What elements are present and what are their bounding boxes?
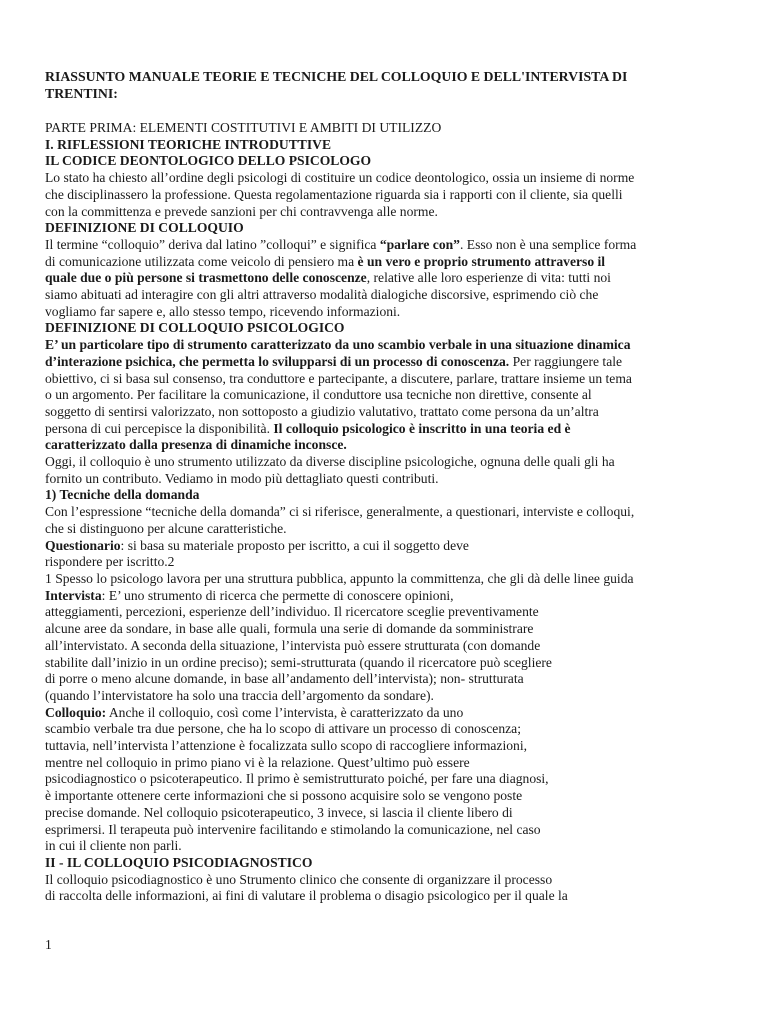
paragraph-line: o un argomento. Per facilitare la comunicazione, il conduttore usa tecniche non direttive, consente al: [45, 387, 592, 403]
bold-run: è un vero e proprio strumento attraverso il: [357, 253, 606, 269]
paragraph-line: esprimersi. Il terapeuta può intervenire facilitando e stimolando la comunicazione, nel caso: [45, 821, 541, 837]
paragraph-line: [45, 354, 735, 371]
part-heading: PARTE PRIMA: ELEMENTI COSTITUTIVI E AMBITI DI UTILIZZO: [45, 120, 442, 135]
paragraph-line: psicodiagnostico o psicoterapeutico. Il primo è semistrutturato poiché, per fare una diagnosi,: [45, 771, 549, 787]
paragraph-line: Lo stato ha chiesto all’ordine degli psicologi di costituire un codice deontologico, ossia un insieme di norme: [45, 170, 635, 186]
subsection-heading: DEFINIZIONE DI COLLOQUIO PSICOLOGICO: [45, 320, 345, 336]
paragraph-line: di porre o meno alcune domande, in base all’andamento dell’intervista); non- strutturata: [45, 671, 524, 687]
paragraph-line: [45, 705, 735, 722]
paragraph-line: rispondere per iscritto.2: [45, 554, 175, 570]
footnote: 1 Spesso lo psicologo lavora per una struttura pubblica, appunto la committenza, che gli dà delle linee guida: [45, 570, 634, 586]
text-run: , relative alle loro esperienze di vita: tutti noi: [366, 270, 611, 286]
paragraph-line: fornito un contributo. Vediamo in modo più dettagliato questi contributi.: [45, 470, 439, 486]
spacer: [45, 102, 735, 120]
text-run: . Esso non è una semplice forma: [459, 236, 637, 252]
text-run: Il termine “colloquio” deriva dal latino ”colloqui” e significa: [45, 236, 380, 252]
paragraph-line: [45, 588, 735, 605]
text-run: : E’ uno strumento di ricerca che permette di conoscere opinioni,: [101, 587, 454, 603]
paragraph-line: (quando l’intervistatore ha solo una traccia dell’argomento da sondare).: [45, 687, 434, 703]
paragraph-line: [45, 421, 735, 438]
paragraph-line: alcune aree da sondare, in base alle quali, formula una serie di domande da somministrare: [45, 621, 534, 637]
title-line: TRENTINI:: [45, 86, 118, 101]
paragraph-line: atteggiamenti, percezioni, esperienze dell’individuo. Il ricercatore sceglie preventivamente: [45, 604, 539, 620]
paragraph-line: all’intervistato. A seconda della situazione, l’intervista può essere strutturata (con domande: [45, 637, 541, 653]
term-label: Colloquio:: [45, 704, 107, 720]
subsection-heading: DEFINIZIONE DI COLLOQUIO: [45, 220, 244, 236]
paragraph-line: Il colloquio psicodiagnostico è uno Strumento clinico che consente di organizzare il processo: [45, 871, 553, 887]
paragraph-line: che si distinguono per alcune caratteristiche.: [45, 520, 287, 536]
paragraph-line: Con l’espressione “tecniche della domanda” ci si riferisce, generalmente, a questionari, interviste e colloqui,: [45, 504, 635, 520]
paragraph-line: con la committenza e prevede sanzioni per chi contravvenga alle norme.: [45, 203, 438, 219]
paragraph-line: mentre nel colloquio in primo piano vi è la relazione. Quest’ultimo può essere: [45, 754, 470, 770]
paragraph-line: Oggi, il colloquio è uno strumento utilizzato da diverse discipline psicologiche, ognuna delle quali gli ha: [45, 454, 615, 470]
page-number: 1: [45, 937, 52, 952]
document-title: [45, 68, 735, 102]
paragraph-line: di raccolta delle informazioni, ai fini di valutare il problema o disagio psicologico per il quale la: [45, 888, 568, 904]
subsection-heading: IL CODICE DEONTOLOGICO DELLO PSICOLOGO: [45, 153, 372, 169]
paragraph-line: E’ un particolare tipo di strumento caratterizzato da uno scambio verbale in una situazione dinamica: [45, 337, 631, 353]
text-run: : si basa su materiale proposto per iscritto, a cui il soggetto deve: [120, 537, 469, 553]
paragraph-line: in cui il cliente non parli.: [45, 838, 182, 854]
term-label: Intervista: [45, 587, 102, 603]
subsection-heading: 1) Tecniche della domanda: [45, 487, 200, 503]
paragraph-line: tuttavia, nell’intervista l’attenzione è focalizzata sullo scopo di raccogliere informazioni,: [45, 738, 528, 754]
text-run: di comunicazione utilizzata come veicolo di pensiero ma: [45, 253, 358, 269]
bold-run: Il colloquio psicologico è inscritto in una teoria ed è: [273, 420, 571, 436]
bold-run: quale due o più persone si trasmettono delle conoscenze: [45, 270, 367, 286]
paragraph-line: [45, 270, 735, 287]
paragraph-line: [45, 538, 735, 555]
paragraph-line: caratterizzato dalla presenza di dinamiche inconsce.: [45, 437, 347, 453]
paragraph-line: precise domande. Nel colloquio psicoterapeutico, 3 invece, si lascia il cliente libero di: [45, 804, 513, 820]
document-body: [45, 68, 735, 905]
bold-run: d’interazione psichica, che permetta lo svilupparsi di un processo di conoscenza.: [45, 353, 510, 369]
paragraph-line: stabilite dall’inizio in un ordine preciso); semi-strutturata (quando il ricercatore può scegliere: [45, 654, 552, 670]
paragraph-line: [45, 237, 735, 254]
section-heading: II - IL COLLOQUIO PSICODIAGNOSTICO: [45, 854, 313, 870]
section-heading: I. RIFLESSIONI TEORICHE INTRODUTTIVE: [45, 136, 332, 152]
paragraph-line: obiettivo, ci si basa sul consenso, tra conduttore e partecipante, a discutere, parlare, trattare insieme un tema: [45, 370, 632, 386]
term-label: Questionario: [45, 537, 121, 553]
paragraph-line: soggetto di sentirsi valorizzato, non sottoposto a giudizio valutativo, trattato come persona da un’altra: [45, 403, 599, 419]
paragraph-line: che disciplinassero la professione. Questa regolamentazione riguarda sia i rapporti con il cliente, sia quelli: [45, 186, 623, 202]
bold-run: “parlare con”: [379, 236, 460, 252]
text-run: persona di cui percepisce la disponibilità.: [45, 420, 274, 436]
paragraph-line: vogliamo far sapere e, allo stesso tempo, ricevendo informazioni.: [45, 303, 401, 319]
paragraph-line: scambio verbale tra due persone, che ha lo scopo di attivare un processo di conoscenza;: [45, 721, 521, 737]
text-run: Per raggiungere tale: [509, 353, 623, 369]
paragraph-line: siamo abituati ad interagire con gli altri attraverso modalità dialogiche discorsive, esprimendo ciò che: [45, 287, 599, 303]
paragraph-line: è importante ottenere certe informazioni che si possono acquisire solo se vengono poste: [45, 788, 523, 804]
title-line: RIASSUNTO MANUALE TEORIE E TECNICHE DEL COLLOQUIO E DELL'INTERVISTA DI: [45, 69, 628, 84]
paragraph-line: [45, 254, 735, 271]
text-run: Anche il colloquio, così come l’intervista, è caratterizzato da uno: [106, 704, 464, 720]
